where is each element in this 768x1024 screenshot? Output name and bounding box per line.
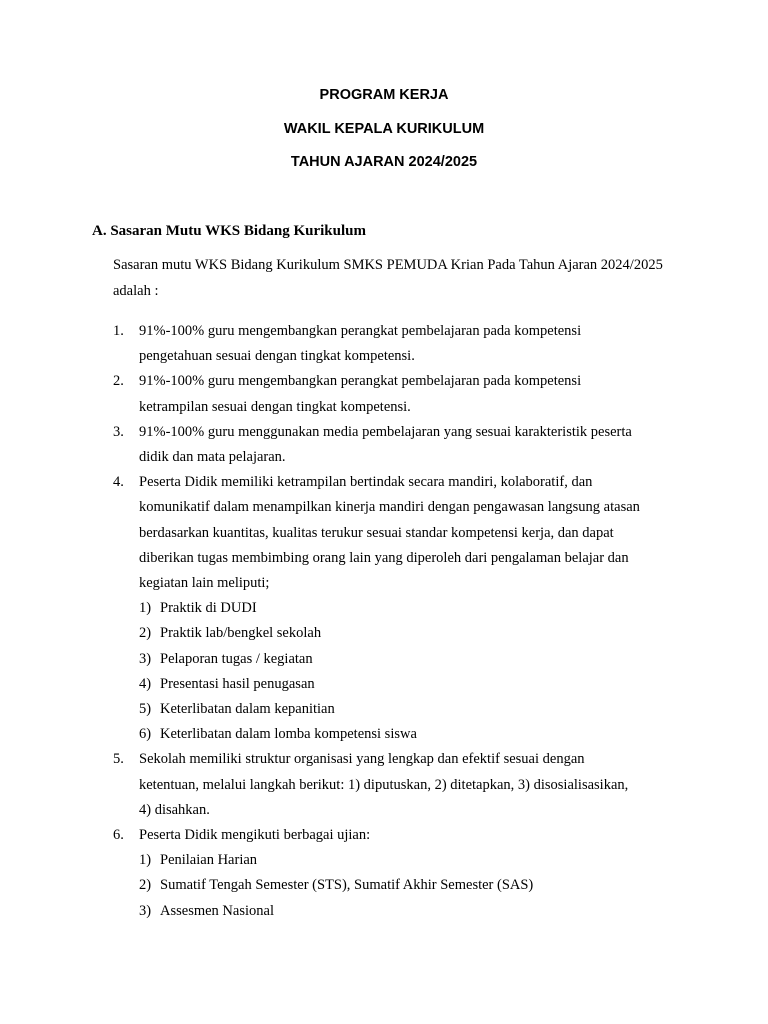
section-heading: A. Sasaran Mutu WKS Bidang Kurikulum [92, 223, 366, 239]
sub-list-item-text: Praktik lab/bengkel sekolah [160, 625, 322, 642]
list-item-line: 91%-100% guru mengembangkan perangkat pembelajaran pada kompetensi [139, 323, 582, 339]
list-item-line: 4) disahkan. [139, 801, 210, 818]
sub-list-item [139, 722, 683, 747]
list-item-line: kegiatan lain meliputi; [139, 575, 270, 592]
list-item-line: berdasarkan kuantitas, kualitas terukur sesuai standar kompetensi kerja, dan dapat [139, 524, 614, 541]
list-item-body [139, 420, 683, 470]
sub-list-item-text: Penilaian Harian [160, 852, 258, 869]
list-item-line: komunikatif dalam menampilkan kinerja mandiri dengan pengawasan langsung atasan [139, 499, 640, 516]
list-item-line: 91%-100% guru mengembangkan perangkat pembelajaran pada kompetensi [139, 373, 582, 390]
list-item-number: 6. [113, 827, 124, 844]
document-title-line-2: WAKIL KEPALA KURIKULUM [283, 121, 485, 137]
list-item [113, 319, 683, 369]
sub-list-item-number: 2) [139, 877, 152, 894]
document-title-line-3: TAHUN AJARAN 2024/2025 [290, 154, 478, 170]
list-item-line: ketentuan, melalui langkah berikut: 1) diputuskan, 2) ditetapkan, 3) disosialisasikan, [139, 776, 629, 793]
sub-list-item-text: Pelaporan tugas / kegiatan [160, 650, 313, 667]
sub-list-item-number: 3) [139, 902, 152, 919]
sub-list-item-number: 3) [139, 650, 152, 667]
sub-list-item-text: Praktik di DUDI [160, 600, 257, 617]
sub-list-item [139, 873, 683, 898]
sub-list-item-number: 1) [139, 600, 152, 617]
sub-list-item-number: 5) [139, 701, 152, 718]
list-item-number: 1. [113, 323, 124, 339]
list-item-line: Peserta Didik mengikuti berbagai ujian: [139, 827, 371, 844]
sub-list-item-text: Assesmen Nasional [160, 902, 274, 919]
list-item-line: 91%-100% guru menggunakan media pembelajaran yang sesuai karakteristik peserta [139, 423, 632, 440]
sub-list-item [139, 647, 683, 672]
list-item-number: 4. [113, 474, 124, 491]
list-item-line: ketrampilan sesuai dengan tingkat kompetensi. [139, 398, 411, 415]
sub-list-item [139, 672, 683, 697]
list-item-number: 5. [113, 751, 124, 768]
sub-list-item-text: Keterlibatan dalam kepanitian [160, 701, 335, 718]
document-title-line-1: PROGRAM KERJA [319, 87, 449, 103]
list-item [113, 823, 683, 924]
numbered-list [113, 319, 683, 924]
list-item-body [139, 319, 683, 369]
list-item-body [139, 369, 683, 419]
list-item-body [139, 823, 683, 924]
sub-list-item [139, 621, 683, 646]
sub-list-item [139, 596, 683, 621]
sub-list-item-number: 4) [139, 675, 152, 692]
list-item [113, 747, 683, 823]
list-item [113, 470, 683, 747]
sub-list-item-number: 6) [139, 726, 152, 743]
list-item-line: diberikan tugas membimbing orang lain yang diperoleh dari pengalaman belajar dan [139, 549, 629, 566]
list-item-number: 3. [113, 423, 124, 440]
list-item-body [139, 470, 683, 747]
list-item [113, 420, 683, 470]
list-item-line: Sekolah memiliki struktur organisasi yang lengkap dan efektif sesuai dengan [139, 751, 585, 768]
list-item [113, 369, 683, 419]
list-item-body [139, 747, 683, 823]
sub-list-item-text: Sumatif Tengah Semester (STS), Sumatif Akhir Semester (SAS) [160, 877, 534, 894]
sub-list-item-number: 1) [139, 852, 152, 869]
intro-paragraph: Sasaran mutu WKS Bidang Kurikulum SMKS PEMUDA Krian Pada Tahun Ajaran 2024/2025 adalah : [113, 257, 663, 299]
list-item-line: Peserta Didik memiliki ketrampilan bertindak secara mandiri, kolaboratif, dan [139, 474, 593, 491]
sub-list-item [139, 697, 683, 722]
list-item-number: 2. [113, 373, 124, 390]
sub-list-item-text: Presentasi hasil penugasan [160, 675, 315, 692]
sub-list-item-number: 2) [139, 625, 152, 642]
sub-list-item [139, 848, 683, 873]
sub-list-item-text: Keterlibatan dalam lomba kompetensi siswa [160, 726, 417, 743]
list-item-line: pengetahuan sesuai dengan tingkat kompetensi. [139, 348, 415, 365]
list-item-line: didik dan mata pelajaran. [139, 449, 286, 466]
sub-list-item [139, 899, 683, 924]
